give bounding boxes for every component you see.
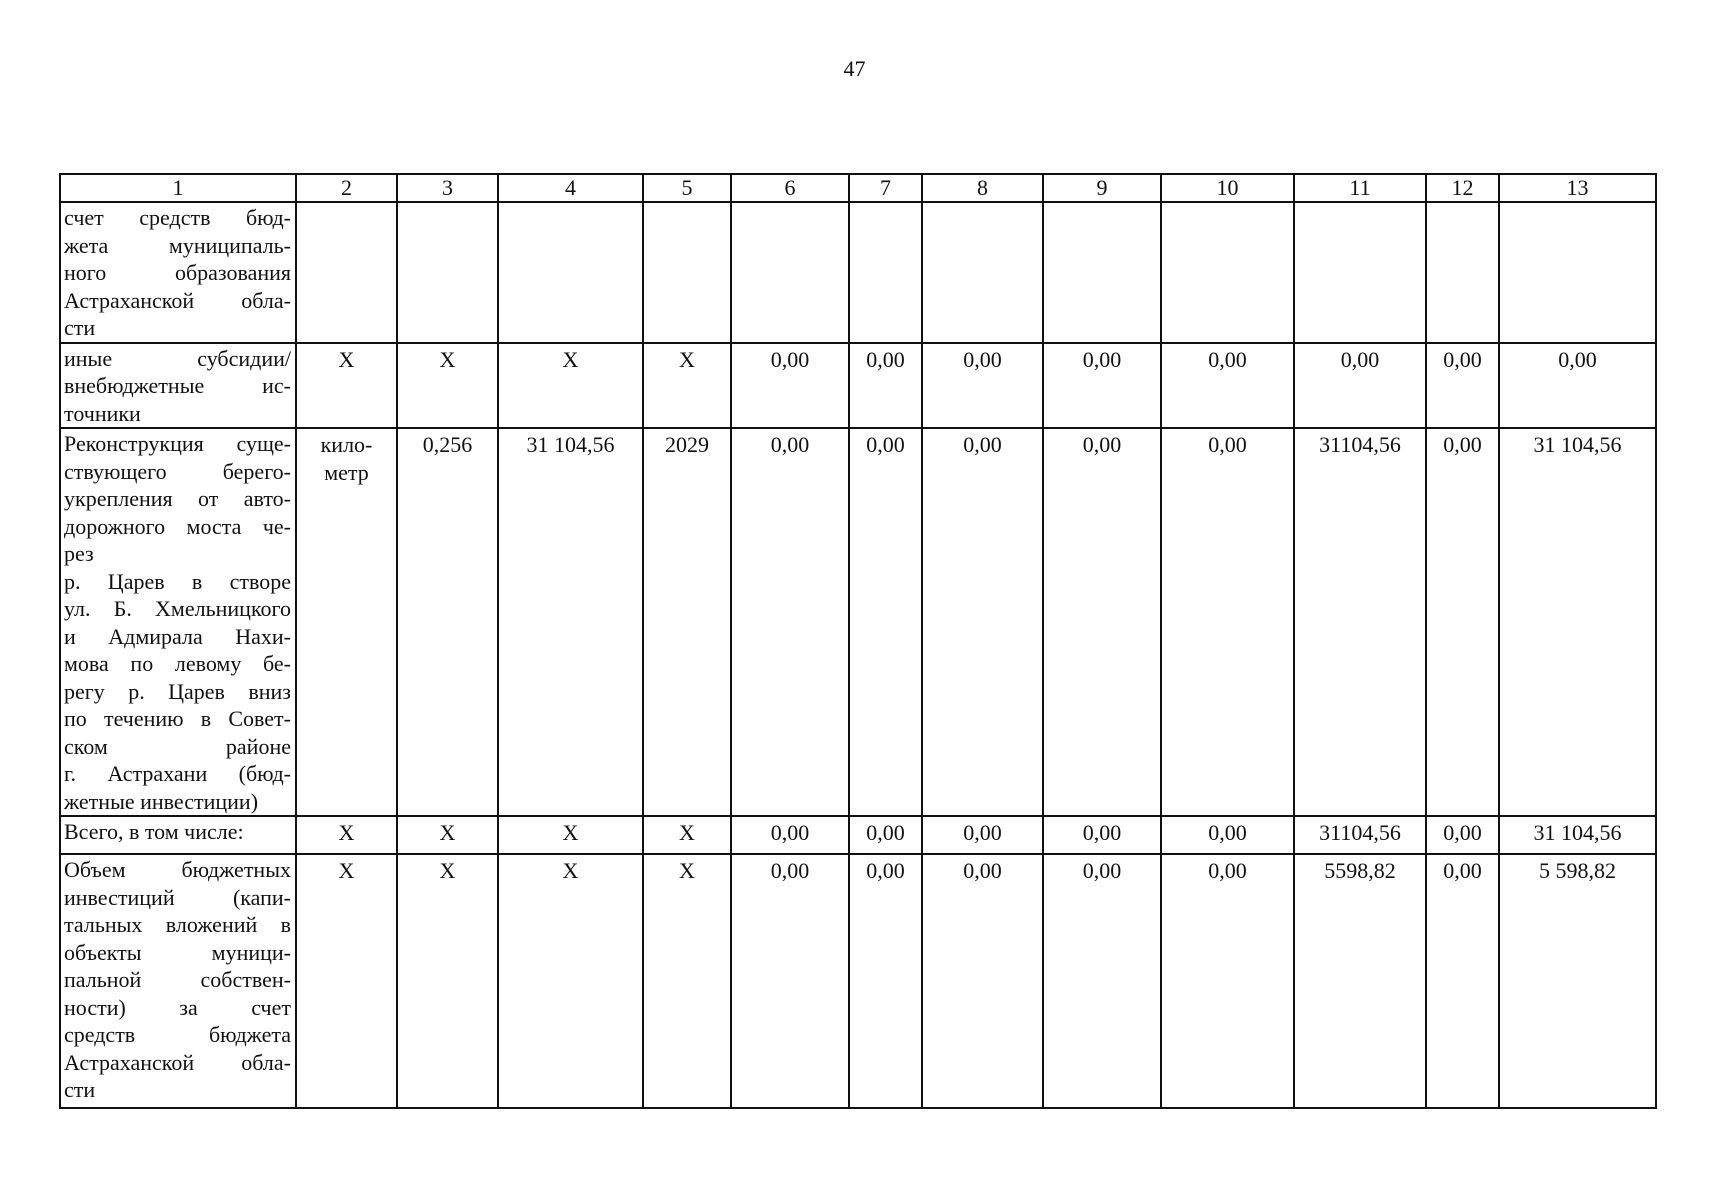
- table-cell: Х: [498, 816, 643, 854]
- table-cell: 0,00: [731, 428, 849, 816]
- table-cell: 0,00: [922, 343, 1043, 429]
- table-cell: [1499, 202, 1656, 343]
- table-cell: 0,00: [1043, 816, 1161, 854]
- row-description: Объем бюджетных инвестиций (капи- тальных вложений в объекты муници- пальной собствен- ности) за счет средств бюджета Астраханской обла- сти: [60, 854, 296, 1108]
- table-cell: 0,00: [1043, 854, 1161, 1108]
- table-cell: 0,00: [1043, 343, 1161, 429]
- table-cell: 31 104,56: [1499, 816, 1656, 854]
- column-number: 2: [296, 174, 397, 202]
- table-row: [60, 343, 1656, 429]
- table-cell: 0,00: [849, 428, 922, 816]
- column-number: 11: [1294, 174, 1426, 202]
- table-cell: 0,00: [1499, 343, 1656, 429]
- table-cell: [1426, 202, 1499, 343]
- table-cell: [1043, 202, 1161, 343]
- table-cell: [1161, 202, 1294, 343]
- table-cell: [296, 202, 397, 343]
- table-cell: Х: [296, 343, 397, 429]
- table-cell: 0,00: [1161, 816, 1294, 854]
- table-cell: 0,00: [1294, 343, 1426, 429]
- table-row: [60, 202, 1656, 343]
- column-number: 6: [731, 174, 849, 202]
- unit-cell: кило- метр: [296, 428, 397, 816]
- table-cell: 0,00: [731, 343, 849, 429]
- table-cell: 0,00: [922, 816, 1043, 854]
- table-cell: Х: [643, 343, 731, 429]
- table-cell: 0,00: [1161, 343, 1294, 429]
- table-cell: 0,00: [922, 854, 1043, 1108]
- table-cell: 0,256: [397, 428, 498, 816]
- table-cell: [922, 202, 1043, 343]
- table-cell: 0,00: [849, 343, 922, 429]
- column-number: 13: [1499, 174, 1656, 202]
- table-cell: [397, 202, 498, 343]
- row-description: иные субсидии/ внебюджетные ис- точники: [60, 343, 296, 429]
- table-cell: 0,00: [1426, 343, 1499, 429]
- table-cell: 0,00: [1426, 816, 1499, 854]
- table-cell: [1294, 202, 1426, 343]
- table-cell: 0,00: [1043, 428, 1161, 816]
- table-cell: 31104,56: [1294, 816, 1426, 854]
- table-cell: 31104,56: [1294, 428, 1426, 816]
- table-cell: 0,00: [1161, 428, 1294, 816]
- table-cell: 0,00: [731, 816, 849, 854]
- table-cell: [643, 202, 731, 343]
- table-cell: Х: [643, 816, 731, 854]
- table-cell: 0,00: [849, 816, 922, 854]
- table-cell: 0,00: [922, 428, 1043, 816]
- table-cell: [731, 202, 849, 343]
- table-cell: [849, 202, 922, 343]
- column-number: 3: [397, 174, 498, 202]
- table-cell: Х: [397, 343, 498, 429]
- table-cell: Х: [296, 854, 397, 1108]
- table-cell: [498, 202, 643, 343]
- column-number: 12: [1426, 174, 1499, 202]
- column-number: 4: [498, 174, 643, 202]
- table-cell: 31 104,56: [1499, 428, 1656, 816]
- column-number: 1: [60, 174, 296, 202]
- column-number: 10: [1161, 174, 1294, 202]
- table-cell: 31 104,56: [498, 428, 643, 816]
- column-number: 9: [1043, 174, 1161, 202]
- page-number: 47: [843, 56, 866, 81]
- table-cell: Х: [397, 816, 498, 854]
- column-number: 5: [643, 174, 731, 202]
- header-row: [60, 174, 1656, 202]
- column-number: 7: [849, 174, 922, 202]
- table-cell: 0,00: [1161, 854, 1294, 1108]
- table-cell: 0,00: [731, 854, 849, 1108]
- table-cell: 0,00: [1426, 854, 1499, 1108]
- table-cell: Х: [643, 854, 731, 1108]
- table-cell: 2029: [643, 428, 731, 816]
- table-cell: Х: [498, 854, 643, 1108]
- data-table: [59, 173, 1657, 1109]
- table-cell: Х: [397, 854, 498, 1108]
- row-description: Всего, в том числе:: [60, 816, 296, 854]
- table-row: [60, 428, 1656, 816]
- table-row: [60, 816, 1656, 854]
- table-cell: 0,00: [849, 854, 922, 1108]
- table-cell: Х: [498, 343, 643, 429]
- row-description: счет средств бюд- жета муниципаль- ного образования Астраханской обла- сти: [60, 202, 296, 343]
- table-cell: 5 598,82: [1499, 854, 1656, 1108]
- table-row: [60, 854, 1656, 1108]
- table-cell: Х: [296, 816, 397, 854]
- table-cell: 5598,82: [1294, 854, 1426, 1108]
- row-description: Реконструкция суще- ствующего берего- укрепления от авто- дорожного моста че- рез р. Царев в створе ул. Б. Хмельницкого и Адмирала Нахи- мова по левому бе- регу р. Царев вниз по течению в Совет- ском районе г. Астрахани (бюд- жетные инвестиции): [60, 428, 296, 816]
- table-cell: 0,00: [1426, 428, 1499, 816]
- column-number: 8: [922, 174, 1043, 202]
